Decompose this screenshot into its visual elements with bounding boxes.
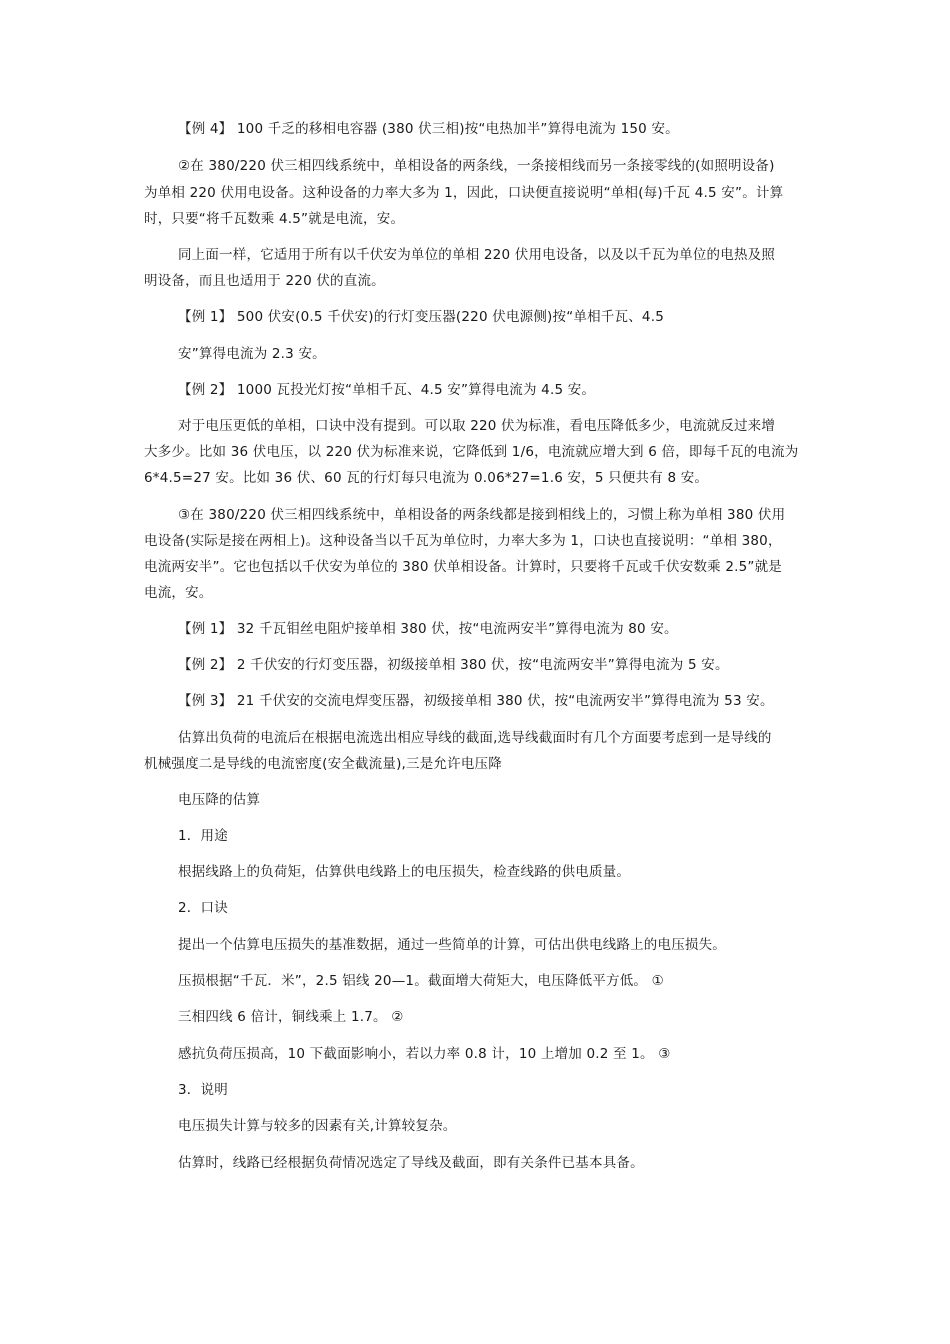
example-2-line: 【例 2】 2 千伏安的行灯变压器，初级接单相 380 伏，按“电流两安半”算得电流为 5 安。	[178, 657, 729, 673]
paragraph-line: 对于电压更低的单相，口诀中没有提到。可以取 220 伏为标准，看电压降低多少，电流就反过来增	[178, 418, 776, 434]
paragraph-line: 根据线路上的负荷矩，估算供电线路上的电压损失，检查线路的供电质量。	[178, 864, 631, 880]
subheading-notes: 3．说明	[178, 1082, 228, 1098]
paragraph-line: 机械强度二是导线的电流密度(安全截流量),三是允许电压降	[144, 756, 502, 772]
paragraph-line: 提出一个估算电压损失的基准数据，通过一些简单的计算，可估出供电线路上的电压损失。	[178, 937, 726, 953]
paragraph-line: 为单相 220 伏用电设备。这种设备的力率大多为 1，因此，口诀便直接说明“单相(每)千瓦 4.5 安”。计算	[144, 185, 784, 201]
paragraph-line: 时，只要“将千瓦数乘 4.5”就是电流，安。	[144, 211, 405, 227]
paragraph-line: 电流两安半”。它也包括以千伏安为单位的 380 伏单相设备。计算时，只要将千瓦或千伏安数乘 2.5”就是	[144, 559, 782, 575]
formula-line-2: 三相四线 6 倍计，铜线乘上 1.7。 ②	[178, 1009, 404, 1025]
formula-line-3: 感抗负荷压损高，10 下截面影响小，若以力率 0.8 计，10 上增加 0.2 至 1。 ③	[178, 1046, 671, 1062]
paragraph-line: 电设备(实际是接在两相上)。这种设备当以千瓦为单位时，力率大多为 1，口诀也直接说明：“单相 380，	[144, 533, 782, 549]
paragraph-line: 明设备，而且也适用于 220 伏的直流。	[144, 273, 385, 289]
subheading-usage: 1．用途	[178, 828, 228, 844]
subheading-formula: 2．口诀	[178, 900, 228, 916]
paragraph-line: 电压损失计算与较多的因素有关,计算较复杂。	[178, 1118, 457, 1134]
paragraph-line: 6*4.5=27 安。比如 36 伏、60 瓦的行灯每只电流为 0.06*27=1.6 安，5 只便共有 8 安。	[144, 470, 709, 486]
paragraph-line: 电流，安。	[144, 585, 213, 601]
paragraph-line: 同上面一样，它适用于所有以千伏安为单位的单相 220 伏用电设备，以及以千瓦为单位的电热及照	[178, 247, 776, 263]
example-1-line: 【例 1】 500 伏安(0.5 千伏安)的行灯变压器(220 伏电源侧)按“单相千瓦、4.5	[178, 309, 664, 325]
example-1-line: 【例 1】 32 千瓦钼丝电阻炉接单相 380 伏，按“电流两安半”算得电流为 80 安。	[178, 621, 678, 637]
example-2-line: 【例 2】 1000 瓦投光灯按“单相千瓦、4.5 安”算得电流为 4.5 安。	[178, 382, 596, 398]
example-3-line: 【例 3】 21 千伏安的交流电焊变压器，初级接单相 380 伏，按“电流两安半”算得电流为 53 安。	[178, 693, 774, 709]
paragraph-line: 大多少。比如 36 伏电压，以 220 伏为标准来说，它降低到 1/6，电流就应增大到 6 倍，即每千瓦的电流为	[144, 444, 799, 460]
example-4-line: 【例 4】 100 千乏的移相电容器 (380 伏三相)按“电热加半”算得电流为 150 安。	[178, 121, 679, 137]
paragraph-line: ②在 380/220 伏三相四线系统中，单相设备的两条线，一条接相线而另一条接零线的(如照明设备)	[178, 158, 775, 174]
paragraph-line: 估算出负荷的电流后在根据电流选出相应导线的截面,选导线截面时有几个方面要考虑到一是导线的	[178, 730, 772, 746]
paragraph-line: ③在 380/220 伏三相四线系统中，单相设备的两条线都是接到相线上的，习惯上称为单相 380 伏用	[178, 507, 786, 523]
example-1-continuation: 安”算得电流为 2.3 安。	[178, 346, 326, 362]
formula-line-1: 压损根据“千瓦．米”，2.5 铝线 20—1。截面增大荷矩大，电压降低平方低。 ①	[178, 973, 664, 989]
section-heading: 电压降的估算	[178, 792, 261, 808]
paragraph-line: 估算时，线路已经根据负荷情况选定了导线及截面，即有关条件已基本具备。	[178, 1155, 644, 1171]
